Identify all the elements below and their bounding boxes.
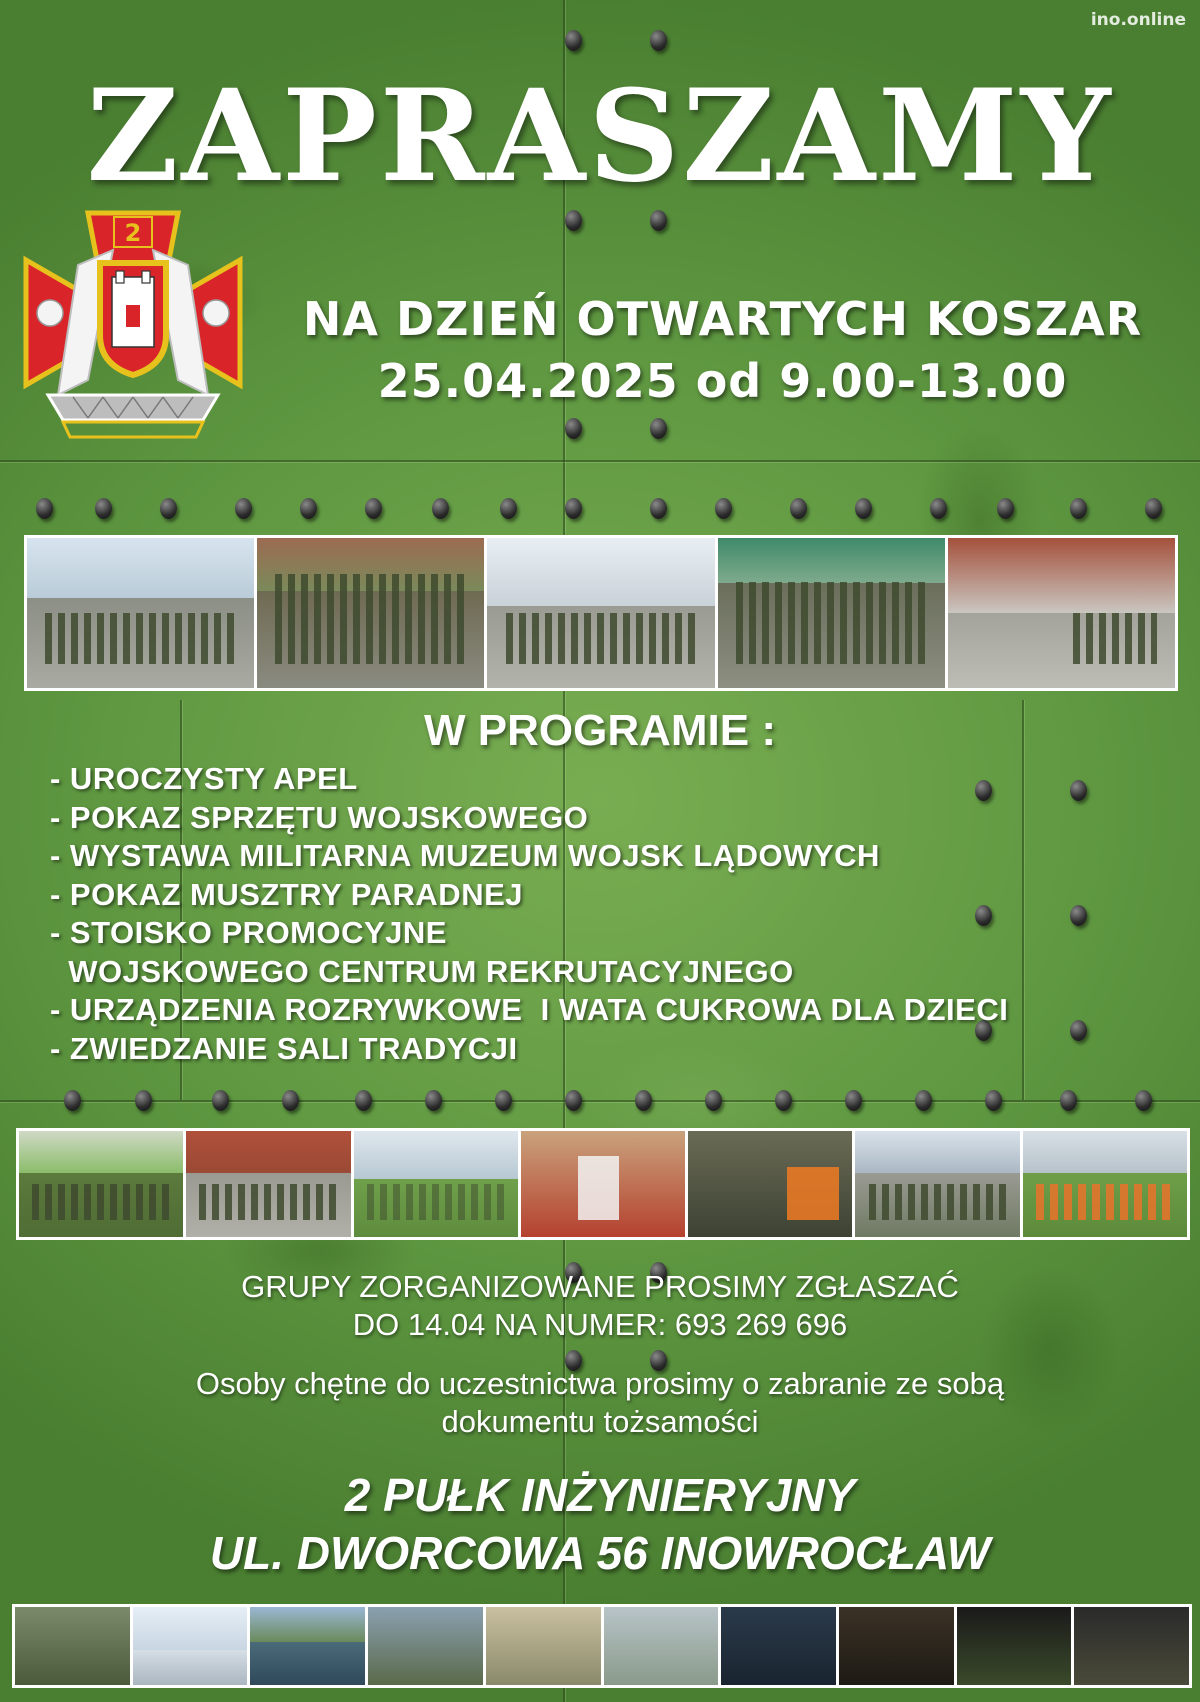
rivet <box>64 1090 81 1111</box>
regiment-emblem-icon <box>18 205 248 440</box>
photo-ceremony <box>718 538 945 688</box>
watermark: ino.online <box>1090 10 1186 30</box>
program-title: W PROGRAMIE : <box>424 706 776 755</box>
unit-address <box>0 1466 1200 1582</box>
program-item: - URZĄDZENIA ROZRYWKOWE I WATA CUKROWA DLA DZIECI <box>50 992 1009 1027</box>
rivet <box>650 418 667 439</box>
rivet <box>355 1090 372 1111</box>
plate-seam <box>0 460 1200 462</box>
photo-activity <box>186 1131 350 1237</box>
rivet <box>495 1090 512 1111</box>
program-item: - POKAZ MUSZTRY PARADNEJ <box>50 876 524 912</box>
rivet <box>565 210 582 231</box>
program-item: - UROCZYSTY APEL <box>50 761 358 796</box>
program-item: - WYSTAWA MILITARNA MUZEUM WOJSK LĄDOWYCH <box>50 838 880 873</box>
rivet <box>235 498 252 519</box>
photo-strip-top <box>24 535 1178 691</box>
rivet <box>500 498 517 519</box>
rivet <box>715 498 732 519</box>
groups-phone-line: DO 14.04 NA NUMER: 693 269 696 <box>352 1307 848 1342</box>
photo-activity <box>855 1131 1019 1237</box>
photo-strip-bottom <box>12 1604 1192 1688</box>
page-title: ZAPRASZAMY <box>86 62 1114 210</box>
photo-ceremony <box>27 538 254 688</box>
rivet <box>845 1090 862 1111</box>
rivet <box>212 1090 229 1111</box>
rivet <box>997 498 1014 519</box>
rivet <box>365 498 382 519</box>
photo-training <box>368 1607 483 1685</box>
rivet <box>565 1090 582 1111</box>
rivet <box>36 498 53 519</box>
photo-training <box>250 1607 365 1685</box>
groups-notice <box>0 1268 1200 1344</box>
rivet <box>425 1090 442 1111</box>
rivet <box>790 498 807 519</box>
program-list <box>50 760 1008 1068</box>
rivet <box>855 498 872 519</box>
photo-training <box>15 1607 130 1685</box>
photo-activity <box>521 1131 685 1237</box>
rivet <box>1070 1020 1087 1041</box>
rivet <box>705 1090 722 1111</box>
photo-activity <box>19 1131 183 1237</box>
rivet <box>565 418 582 439</box>
rivet <box>1070 905 1087 926</box>
rivet <box>160 498 177 519</box>
rivet <box>135 1090 152 1111</box>
photo-training <box>839 1607 954 1685</box>
rivet <box>1145 498 1162 519</box>
photo-training <box>1074 1607 1189 1685</box>
photo-activity <box>688 1131 852 1237</box>
rivet <box>282 1090 299 1111</box>
unit-street: UL. DWORCOWA 56 INOWROCŁAW <box>209 1527 991 1579</box>
photo-ceremony <box>948 538 1175 688</box>
rivet <box>1135 1090 1152 1111</box>
event-date-time: 25.04.2025 od 9.00-13.00 <box>377 354 1068 408</box>
photo-training <box>604 1607 719 1685</box>
rivet <box>650 210 667 231</box>
rivet <box>985 1090 1002 1111</box>
photo-training <box>721 1607 836 1685</box>
rivet <box>1070 780 1087 801</box>
unit-name: 2 PUŁK INŻYNIERYJNY <box>344 1469 856 1521</box>
documents-notice-line: Osoby chętne do uczestnictwa prosimy o zabranie ze sobą <box>195 1366 1005 1401</box>
photo-activity <box>1023 1131 1187 1237</box>
program-item: - ZWIEDZANIE SALI TRADYCJI <box>50 1030 518 1066</box>
groups-notice-line: GRUPY ZORGANIZOWANE PROSIMY ZGŁASZAĆ <box>241 1269 959 1304</box>
rivet <box>650 498 667 519</box>
emblem-number: 2 <box>124 219 142 247</box>
rivet <box>300 498 317 519</box>
documents-notice-line: dokumentu tożsamości <box>441 1404 759 1439</box>
rivet <box>565 498 582 519</box>
rivet <box>565 30 582 51</box>
rivet <box>432 498 449 519</box>
rivet <box>915 1090 932 1111</box>
rivet <box>95 498 112 519</box>
event-name: NA DZIEŃ OTWARTYCH KOSZAR <box>302 292 1143 346</box>
rivet <box>775 1090 792 1111</box>
photo-activity <box>354 1131 518 1237</box>
photo-ceremony <box>257 538 484 688</box>
photo-training <box>957 1607 1072 1685</box>
program-item: - STOISKO PROMOCYJNE <box>50 915 447 950</box>
program-item: - POKAZ SPRZĘTU WOJSKOWEGO <box>50 799 589 835</box>
rivet <box>1060 1090 1077 1111</box>
photo-training <box>133 1607 248 1685</box>
rivet <box>635 1090 652 1111</box>
rivet <box>650 30 667 51</box>
program-item: WOJSKOWEGO CENTRUM REKRUTACYJNEGO <box>50 953 794 989</box>
documents-notice <box>0 1365 1200 1441</box>
photo-strip-middle <box>16 1128 1190 1240</box>
plate-seam <box>1022 700 1024 1100</box>
photo-training <box>486 1607 601 1685</box>
plate-seam <box>0 1100 1200 1102</box>
rivet <box>930 498 947 519</box>
rivet <box>1070 498 1087 519</box>
photo-ceremony <box>487 538 714 688</box>
